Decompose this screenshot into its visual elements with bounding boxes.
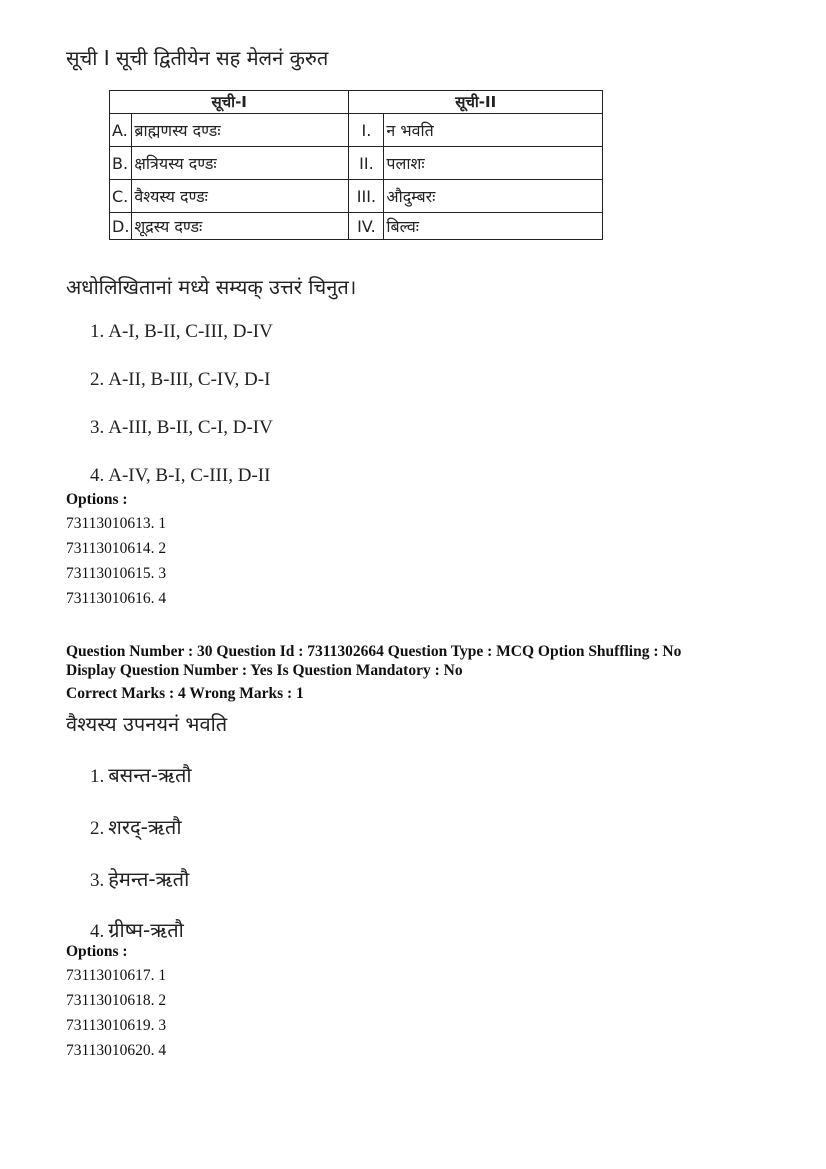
choice-text: ग्रीष्म-ऋतौ bbox=[108, 918, 184, 942]
row-text-right: न भवति bbox=[384, 114, 603, 147]
table-row bbox=[110, 180, 603, 213]
option-id: 73113010616. 4 bbox=[66, 590, 167, 607]
row-text-left: वैश्यस्य दण्डः bbox=[132, 180, 349, 213]
choice-text: A-II, B-III, C-IV, D-I bbox=[108, 369, 271, 390]
options-label: Options : bbox=[66, 491, 128, 508]
row-label-right: II. bbox=[349, 147, 384, 180]
row-label-right: IV. bbox=[349, 213, 384, 240]
choice-text: बसन्त-ऋतौ bbox=[108, 763, 192, 787]
options-label: Options : bbox=[66, 943, 128, 960]
question-text: वैश्यस्य उपनयनं भवति bbox=[66, 712, 228, 736]
row-text-right: औदुम्बरः bbox=[384, 180, 603, 213]
choice-text: A-III, B-II, C-I, D-IV bbox=[108, 417, 273, 438]
row-text-left: ब्राह्मणस्य दण्डः bbox=[132, 114, 349, 147]
question-prompt: अधोलिखितानां मध्ये सम्यक् उत्तरं चिनुत। bbox=[66, 275, 357, 299]
choice-number: 1. bbox=[90, 766, 105, 787]
option-id: 73113010620. 4 bbox=[66, 1042, 167, 1059]
answer-choice bbox=[90, 865, 189, 892]
answer-choice bbox=[90, 417, 273, 439]
row-label-left: A. bbox=[110, 114, 132, 147]
choice-number: 3. bbox=[90, 417, 105, 438]
question-meta-line: Question Number : 30 Question Id : 7311302664 Question Type : MCQ Option Shuffling : No bbox=[66, 643, 682, 660]
option-id: 73113010614. 2 bbox=[66, 540, 167, 557]
option-id: 73113010619. 3 bbox=[66, 1017, 167, 1034]
choice-number: 1. bbox=[90, 321, 105, 342]
choice-number: 2. bbox=[90, 369, 105, 390]
row-text-right: पलाशः bbox=[384, 147, 603, 180]
option-id: 73113010613. 1 bbox=[66, 515, 167, 532]
answer-choice bbox=[90, 465, 270, 487]
choice-number: 4. bbox=[90, 465, 105, 486]
row-label-left: C. bbox=[110, 180, 132, 213]
row-text-right: बिल्वः bbox=[384, 213, 603, 240]
choice-text: शरद्-ऋतौ bbox=[108, 815, 182, 839]
row-label-right: I. bbox=[349, 114, 384, 147]
option-id: 73113010618. 2 bbox=[66, 992, 167, 1009]
choice-number: 4. bbox=[90, 921, 105, 942]
option-id: 73113010617. 1 bbox=[66, 967, 167, 984]
column-header-list-1: सूची-I bbox=[110, 91, 349, 114]
marks-line: Correct Marks : 4 Wrong Marks : 1 bbox=[66, 685, 304, 702]
row-text-left: क्षत्रियस्य दण्डः bbox=[132, 147, 349, 180]
table-header-row bbox=[110, 91, 603, 114]
row-label-right: III. bbox=[349, 180, 384, 213]
choice-number: 2. bbox=[90, 818, 105, 839]
choice-number: 3. bbox=[90, 870, 105, 891]
column-header-list-2: सूची-II bbox=[349, 91, 603, 114]
question-meta-line: Display Question Number : Yes Is Question Mandatory : No bbox=[66, 662, 463, 679]
answer-choice bbox=[90, 761, 192, 788]
table-row bbox=[110, 213, 603, 240]
row-label-left: D. bbox=[110, 213, 132, 240]
table-row bbox=[110, 147, 603, 180]
answer-choice bbox=[90, 916, 184, 943]
choice-text: हेमन्त-ऋतौ bbox=[108, 867, 190, 891]
answer-choice bbox=[90, 321, 273, 343]
row-label-left: B. bbox=[110, 147, 132, 180]
answer-choice bbox=[90, 369, 270, 391]
choice-text: A-IV, B-I, C-III, D-II bbox=[108, 465, 271, 486]
row-text-left: शूद्रस्य दण्डः bbox=[132, 213, 349, 240]
match-instruction: सूची I सूची द्वितीयेन सह मेलनं कुरुत bbox=[66, 46, 329, 70]
table-row bbox=[110, 114, 603, 147]
choice-text: A-I, B-II, C-III, D-IV bbox=[108, 321, 273, 342]
option-id: 73113010615. 3 bbox=[66, 565, 167, 582]
answer-choice bbox=[90, 813, 182, 840]
match-table bbox=[109, 90, 603, 240]
